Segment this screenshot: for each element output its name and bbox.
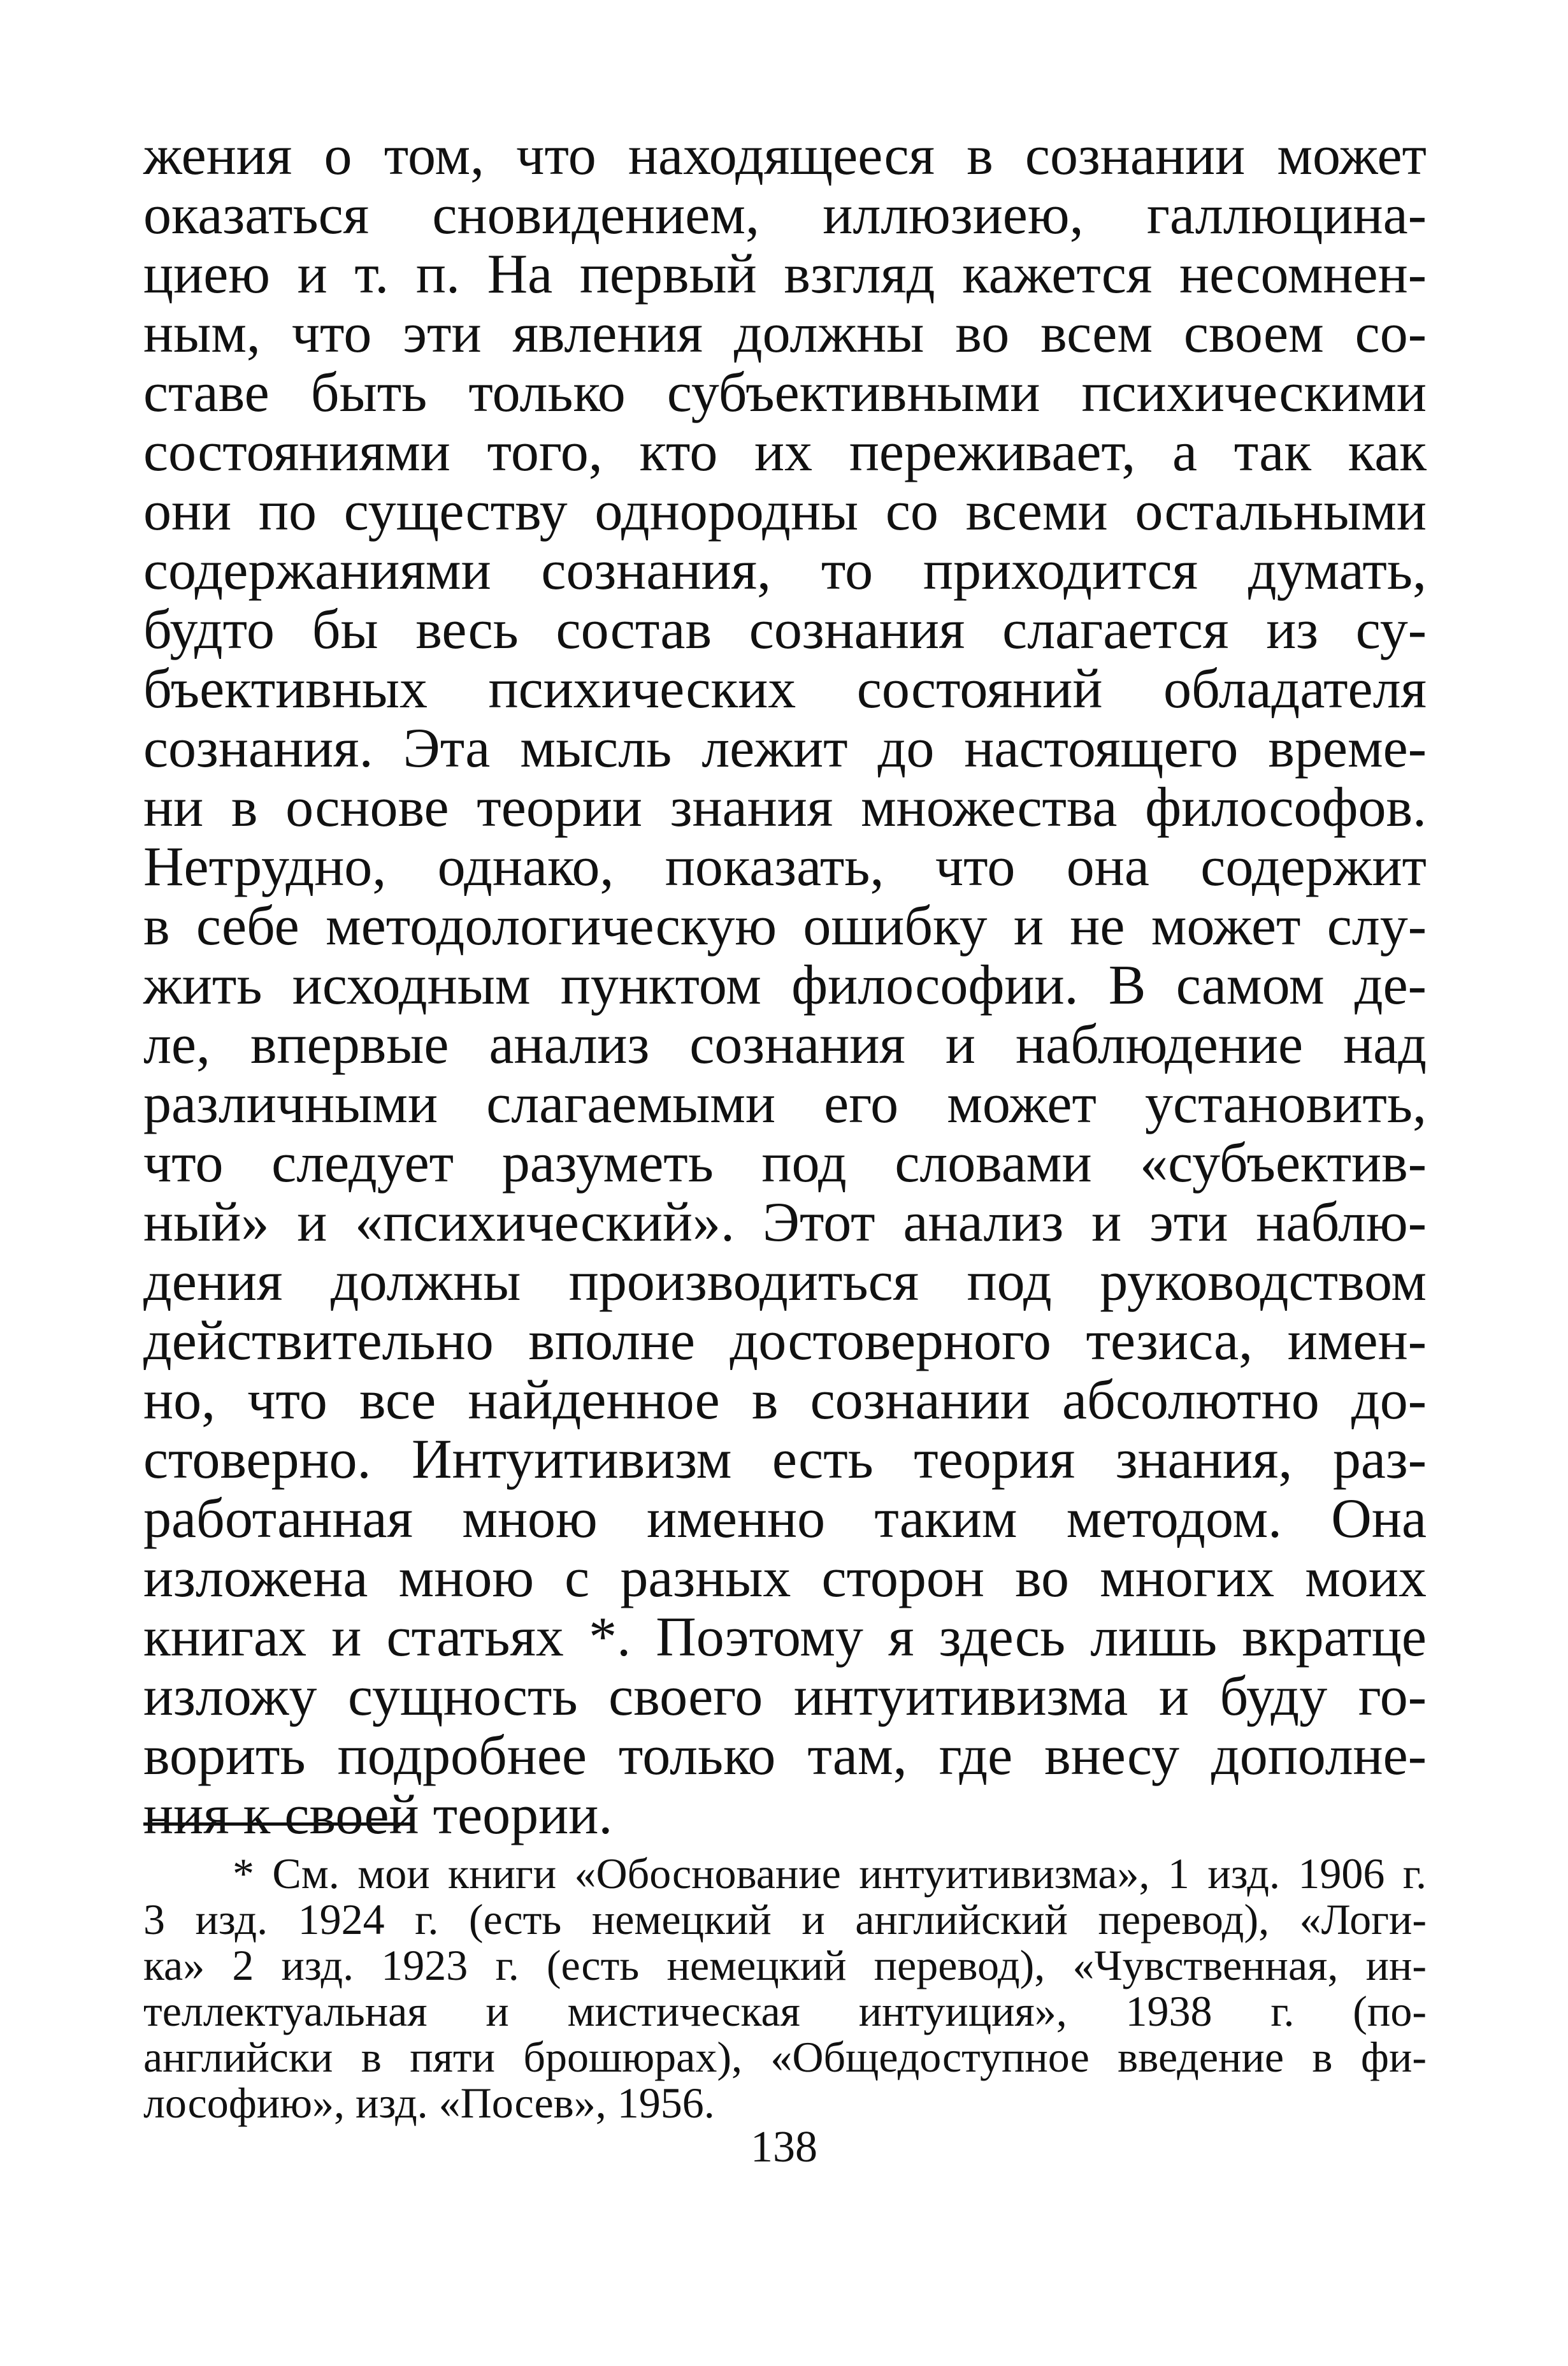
text-line: ный» и «психический». Этот анализ и эти наблю- [143,1192,1427,1253]
text-line: стоверно. Интуитивизм есть теория знания, раз- [143,1429,1427,1490]
text-line: изложена мною с разных сторон во многих моих [143,1547,1427,1609]
text-line: различными слагаемыми его может установить, [143,1073,1427,1135]
footnote-line: ка» 2 изд. 1923 г. (есть немецкий перевод), «Чувственная, ин- [143,1941,1427,1989]
text-line: изложу сущность своего интуитивизма и буду го- [143,1666,1427,1728]
text-line: действительно вполне достоверного тезиса, имен- [143,1310,1427,1372]
text-line: в себе методологическую ошибку и не может слу- [143,895,1427,957]
text-line: книгах и статьях *. Поэтому я здесь лишь вкратце [143,1606,1427,1668]
text-line: ни в основе теории знания множества философов. [143,777,1427,839]
footnote [143,1850,1427,2126]
text-line: что следует разуметь под словами «субъектив- [143,1132,1427,1194]
footnote-separator [143,1822,414,1826]
text-line: ле, впервые анализ сознания и наблюдение над [143,1014,1427,1076]
text-line: жения о том, что находящееся в сознании может [143,125,1427,187]
text-line: работанная мною именно таким методом. Она [143,1488,1427,1550]
page-number: 138 [751,2123,817,2172]
text-line: циею и т. п. На первый взгляд кажется несомнен- [143,243,1427,305]
footnote-line: теллектуальная и мистическая интуиция», 1938 г. (по- [143,1987,1427,2035]
text-line: ворить подробнее только там, где внесу дополне- [143,1725,1427,1787]
text-line: ния к своей теории. [143,1784,613,1846]
footnote-line: * См. мои книги «Обоснование интуитивизма», 1 изд. 1906 г. [233,1849,1427,1898]
text-line: жить исходным пунктом философии. В самом де- [143,955,1427,1016]
footnote-line: английски в пяти брошюрах), «Общедоступное введение в фи- [143,2033,1427,2081]
text-line: будто бы весь состав сознания слагается из су- [143,599,1427,661]
text-line: Нетрудно, однако, показать, что она содержит [143,836,1427,898]
main-text [143,126,1427,1845]
footnote-line: лософию», изд. «Посев», 1956. [143,2079,715,2127]
text-line: содержаниями сознания, то приходится думать, [143,540,1427,602]
text-line: дения должны производиться под руководством [143,1251,1427,1313]
text-line: сознания. Эта мысль лежит до настоящего време- [143,718,1427,779]
text-line: но, что все найденное в сознании абсолютно до- [143,1369,1427,1431]
footnote-line: 3 изд. 1924 г. (есть немецкий и английский перевод), «Логи- [143,1895,1427,1944]
text-line: оказаться сновидением, иллюзиею, галлюцина- [143,184,1427,246]
text-line: состояниями того, кто их переживает, а так как [143,421,1427,483]
text-line: ным, что эти явления должны во всем своем со- [143,303,1427,364]
text-line: бъективных психических состояний обладателя [143,658,1427,720]
text-line: ставе быть только субъективными психическими [143,362,1427,424]
text-line: они по существу однородны со всеми остальными [143,480,1427,542]
